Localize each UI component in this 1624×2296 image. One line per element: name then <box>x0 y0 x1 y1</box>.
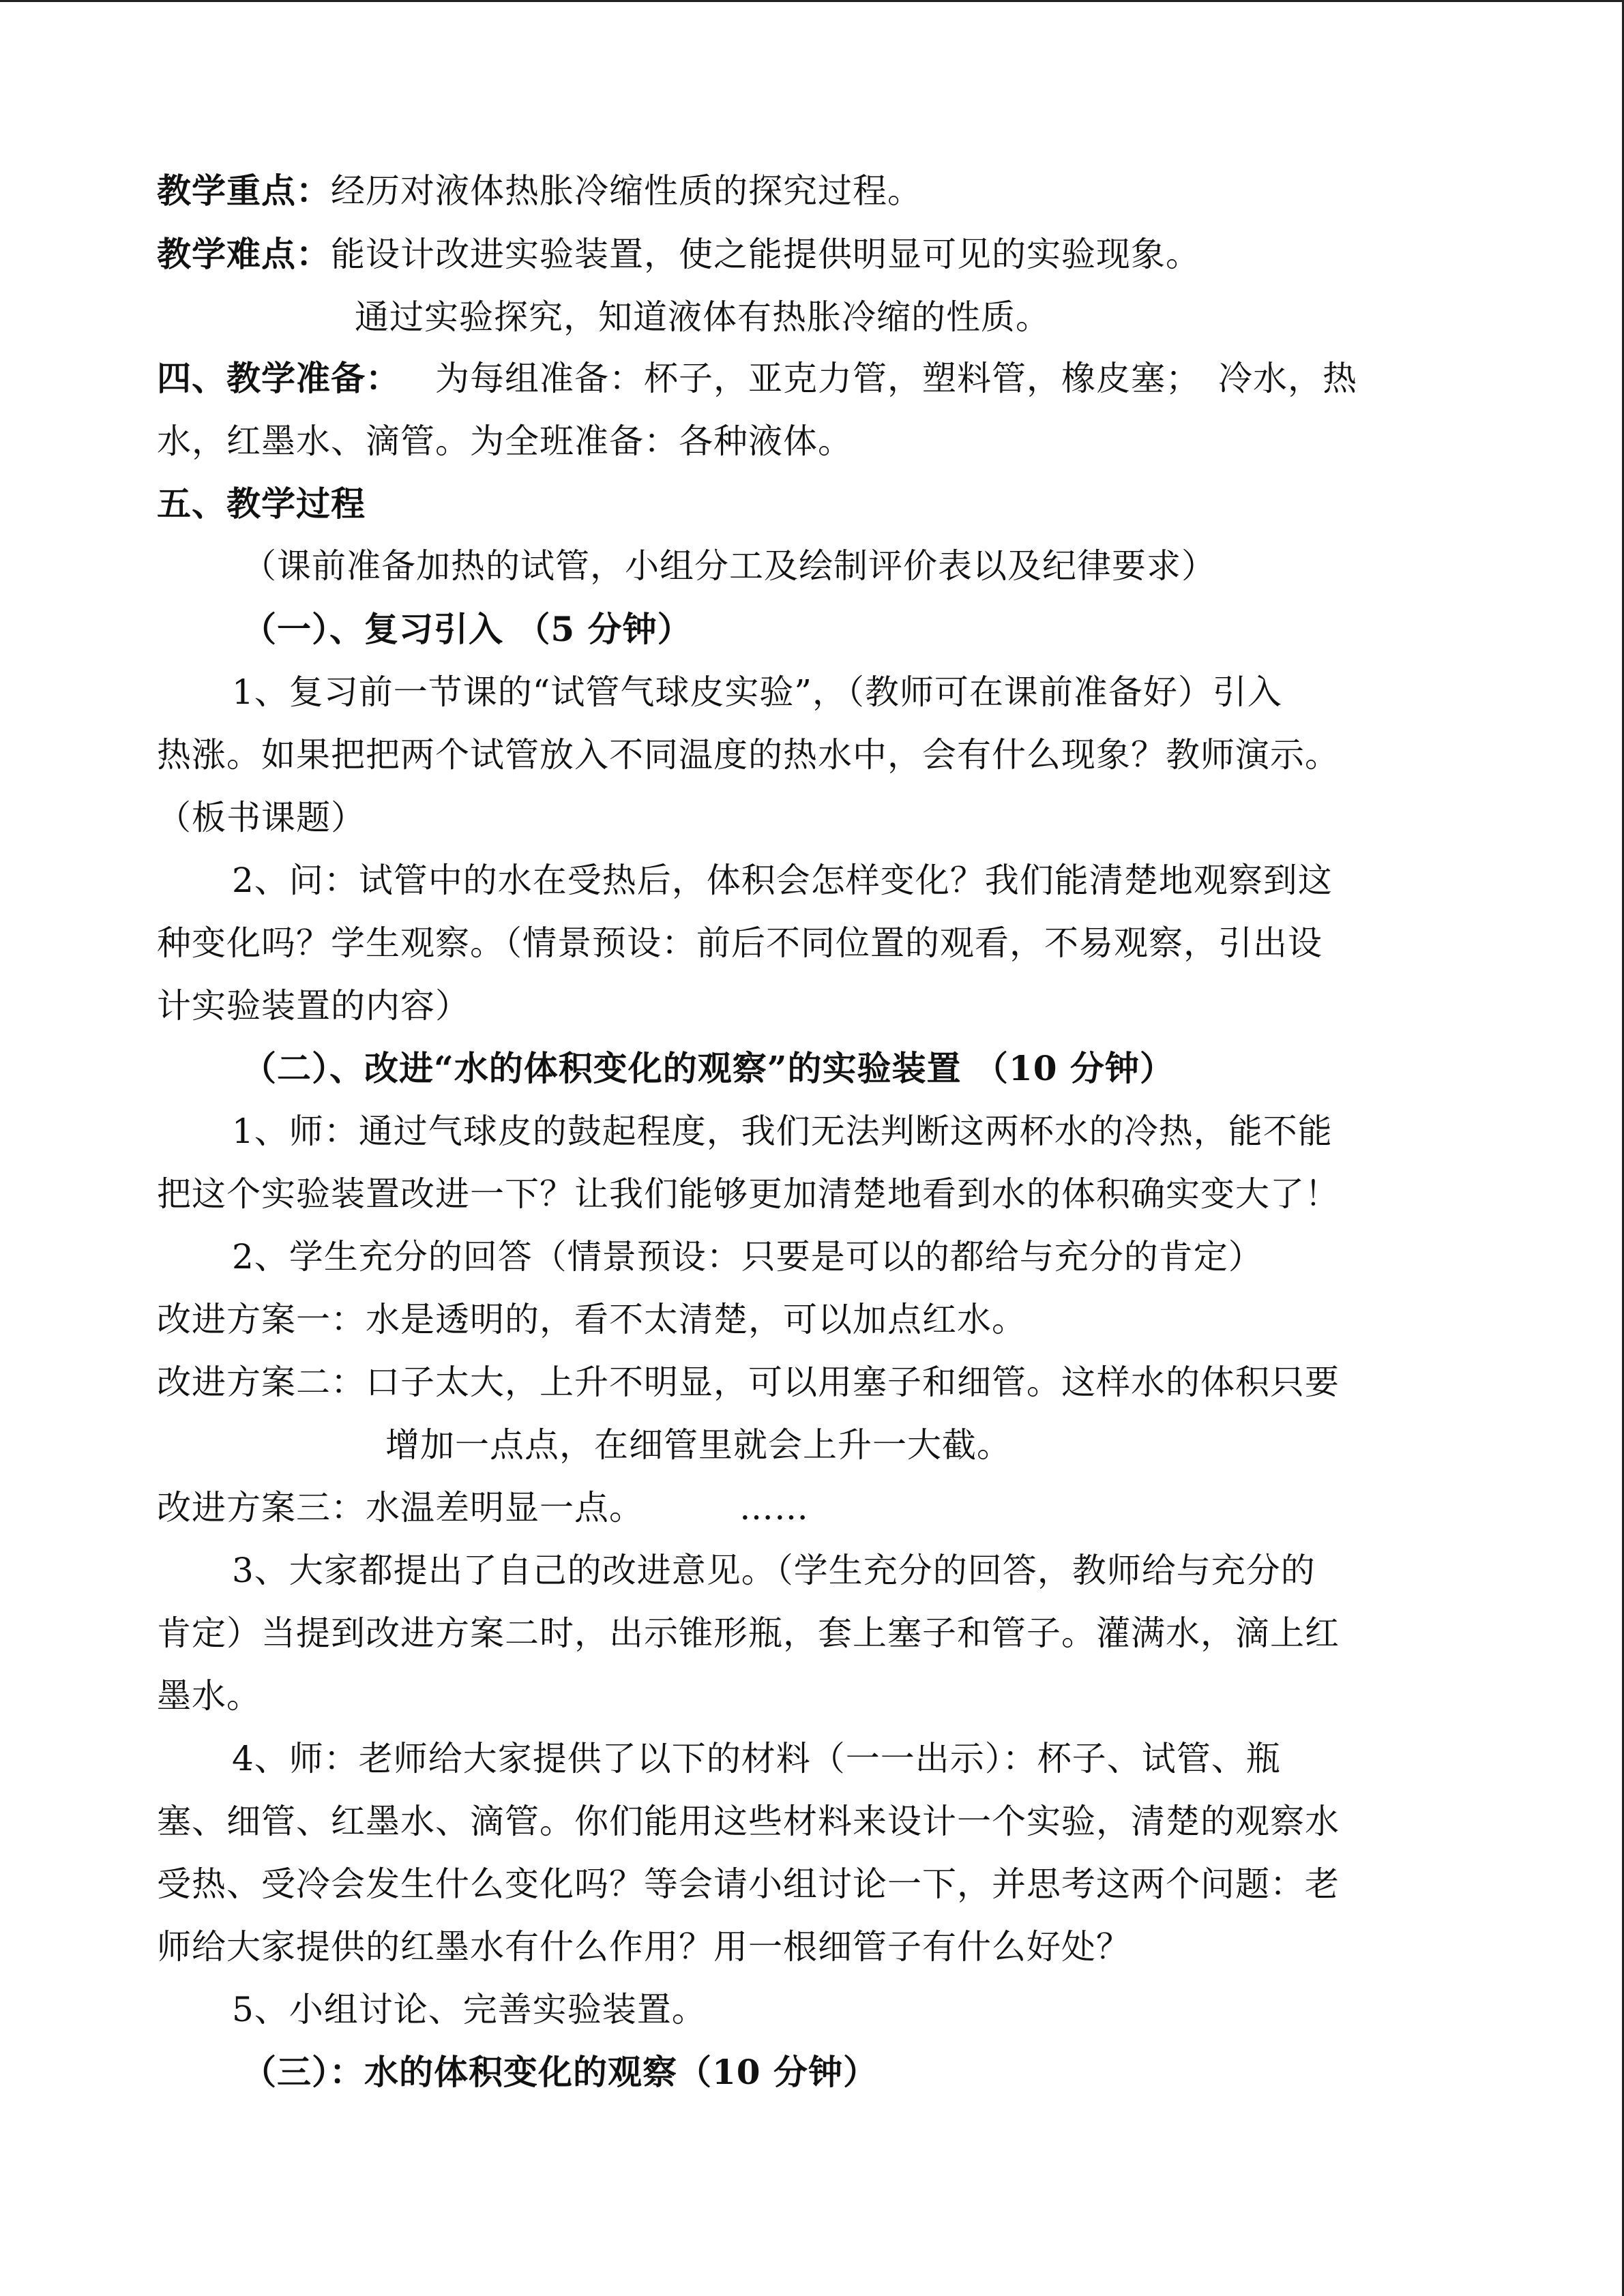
section1-p2-line2: 种变化吗？学生观察。（情景预设：前后不同位置的观看，不易观察，引出设 <box>157 923 1323 963</box>
section2-p1-line2: 把这个实验装置改进一下？让我们能够更加清楚地看到水的体积确实变大了！ <box>157 1174 1340 1214</box>
preparation-text: 为每组准备：杯子，亚克力管，塑料管，橡皮塞； 冷水，热 <box>435 359 1357 398</box>
preparation-label: 四、教学准备： <box>157 358 400 398</box>
section2-p2: 2、学生充分的回答（情景预设：只要是可以的都给与充分的肯定） <box>232 1237 1263 1277</box>
section2-p3-line2: 肯定）当提到改进方案二时，出示锥形瓶，套上塞子和管子。灌满水，滴上红 <box>157 1613 1340 1653</box>
key-point-label: 教学重点： <box>157 170 331 211</box>
key-point-line <box>157 167 922 215</box>
key-point-text: 经历对液体热胀冷缩性质的探究过程。 <box>331 171 922 211</box>
pre-class-note: （课前准备加热的试管，小组分工及绘制评价表以及纪律要求） <box>242 546 1216 586</box>
section2-p5: 5、小组讨论、完善实验装置。 <box>232 1990 707 2029</box>
difficulty-text-2: 通过实验探究，知道液体有热胀冷缩的性质。 <box>355 297 1050 337</box>
section2-p4-line3: 受热、受冷会发生什么变化吗？等会请小组讨论一下，并思考这两个问题：老 <box>157 1864 1340 1904</box>
section2-heading: （二）、改进“水的体积变化的观察”的实验装置 （10 分钟） <box>242 1048 1175 1088</box>
plan2-line1: 改进方案二：口子太大，上升不明显，可以用塞子和细管。这样水的体积只要 <box>157 1362 1340 1402</box>
section2-p3-line3: 墨水。 <box>157 1676 261 1716</box>
section1-p2-line1: 2、问：试管中的水在受热后，体积会怎样变化？我们能清楚地观察到这 <box>232 861 1333 900</box>
section2-p4-line1: 4、师：老师给大家提供了以下的材料（一一出示）：杯子、试管、瓶 <box>232 1739 1281 1778</box>
difficulty-label: 教学难点： <box>157 234 331 274</box>
plan3-text: 改进方案三：水温差明显一点。 <box>157 1488 644 1527</box>
section1-p1-line3: （板书课题） <box>157 798 366 837</box>
process-heading: 五、教学过程 <box>157 483 366 524</box>
section2-p4-line2: 塞、细管、红墨水、滴管。你们能用这些材料来设计一个实验，清楚的观察水 <box>157 1802 1340 1841</box>
plan3-line <box>157 1484 809 1532</box>
plan1: 改进方案一：水是透明的，看不太清楚，可以加点红水。 <box>157 1300 1027 1339</box>
section1-heading: （一）、复习引入 （5 分钟） <box>242 609 692 649</box>
plan2-line2: 增加一点点，在细管里就会上升一大截。 <box>385 1425 1012 1465</box>
preparation-line <box>157 355 1357 402</box>
section3-heading: （三）：水的体积变化的观察（10 分钟） <box>242 2052 878 2092</box>
difficulty-text: 能设计改进实验装置，使之能提供明显可见的实验现象。 <box>331 235 1200 274</box>
section1-p1-line1: 1、复习前一节课的“试管气球皮实验”，（教师可在课前准备好）引入 <box>232 672 1282 712</box>
preparation-text-2: 水，红墨水、滴管。为全班准备：各种液体。 <box>157 421 853 461</box>
section2-p4-line4: 师给大家提供的红墨水有什么作用？用一根细管子有什么好处？ <box>157 1927 1131 1967</box>
section1-p1-line2: 热涨。如果把把两个试管放入不同温度的热水中，会有什么现象？教师演示。 <box>157 735 1340 775</box>
section2-p3-line1: 3、大家都提出了自己的改进意见。（学生充分的回答，教师给与充分的 <box>232 1551 1316 1590</box>
plan3-ellipsis: …… <box>739 1488 809 1527</box>
difficulty-line <box>157 230 1200 278</box>
section2-p1-line1: 1、师：通过气球皮的鼓起程度，我们无法判断这两杯水的冷热，能不能 <box>232 1112 1333 1151</box>
section1-p2-line3: 计实验装置的内容） <box>157 986 470 1026</box>
